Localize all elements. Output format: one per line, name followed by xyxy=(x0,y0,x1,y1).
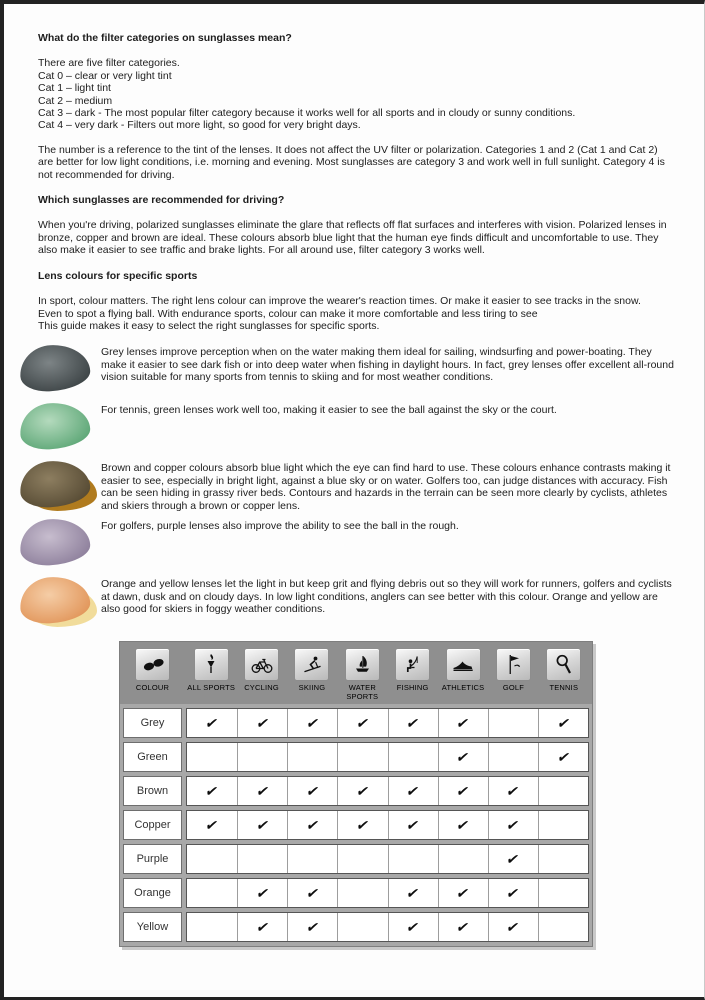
check-cell xyxy=(287,743,337,771)
checks-grid xyxy=(186,878,589,908)
check-cell xyxy=(187,811,237,839)
table-row-orange xyxy=(123,878,589,908)
check-cell xyxy=(438,709,488,737)
purple-lens-image xyxy=(18,518,101,571)
check-icon: ✔ xyxy=(455,749,472,766)
check-cell xyxy=(488,709,538,737)
check-cell xyxy=(187,879,237,907)
category-line-cat2: Cat 2 – medium xyxy=(38,94,113,107)
column-header-golf xyxy=(488,648,538,693)
column-header-cycling xyxy=(236,648,286,693)
column-header-fishing xyxy=(388,648,438,693)
table-row-green xyxy=(123,742,589,772)
check-icon: ✔ xyxy=(304,783,321,800)
check-icon: ✔ xyxy=(355,817,371,834)
check-cell xyxy=(187,777,237,805)
purple-lens-text: For golfers, purple lenses also improve the ability to see the ball in the rough. xyxy=(101,520,459,533)
orange-yellow-lens-row xyxy=(18,576,674,629)
check-icon: ✔ xyxy=(555,715,572,732)
column-header-label: CYCLING xyxy=(244,683,279,693)
check-icon: ✔ xyxy=(455,885,472,902)
check-cell xyxy=(287,879,337,907)
check-icon: ✔ xyxy=(355,715,371,732)
check-cell xyxy=(237,811,287,839)
column-header-label: ATHLETICS xyxy=(441,683,485,693)
table-row-grey xyxy=(123,708,589,738)
check-cell xyxy=(337,777,387,805)
check-cell xyxy=(337,913,387,941)
lens-front-shape xyxy=(19,402,91,452)
orange-yellow-lens-image xyxy=(18,576,101,629)
check-cell xyxy=(438,811,488,839)
sports-table-body xyxy=(120,704,592,946)
check-icon: ✔ xyxy=(405,715,421,732)
check-cell xyxy=(538,913,588,941)
brown-copper-lens-row xyxy=(18,460,674,513)
lens-sports-table xyxy=(119,641,593,947)
column-header-label: GOLF xyxy=(502,683,525,693)
check-icon: ✔ xyxy=(505,851,522,868)
column-header-label: ALL SPORTS xyxy=(187,683,236,693)
check-cell xyxy=(187,845,237,873)
check-cell xyxy=(538,811,588,839)
check-cell xyxy=(388,777,438,805)
column-header-label: SKIING xyxy=(298,683,326,693)
column-header-label: TENNIS xyxy=(549,683,579,693)
check-icon: ✔ xyxy=(304,919,321,936)
colour-label: Copper xyxy=(123,810,182,840)
check-cell xyxy=(187,913,237,941)
category-line-cat0: Cat 0 – clear or very light tint xyxy=(38,69,172,82)
bicycle-icon xyxy=(244,648,279,681)
skier-icon xyxy=(294,648,329,681)
check-cell xyxy=(187,743,237,771)
check-icon: ✔ xyxy=(455,715,472,732)
check-cell xyxy=(388,811,438,839)
filter-categories-heading: What do the filter categories on sunglasses mean? xyxy=(38,32,292,44)
check-cell xyxy=(337,879,387,907)
sports-intro-line-2: Even to spot a flying ball. With endurance sports, colour can make it more comfortable and less tiring to see xyxy=(38,307,538,320)
column-header-label: COLOUR xyxy=(135,683,170,693)
table-row-purple xyxy=(123,844,589,874)
check-icon: ✔ xyxy=(304,885,321,902)
filter-intro: There are five filter categories. xyxy=(38,57,180,70)
column-header-all-sports xyxy=(186,648,236,693)
check-icon: ✔ xyxy=(455,783,472,800)
check-cell xyxy=(287,811,337,839)
table-row-yellow xyxy=(123,912,589,942)
sports-intro-line-3: This guide makes it easy to select the right sunglasses for specific sports. xyxy=(38,319,380,332)
table-row-copper xyxy=(123,810,589,840)
check-cell xyxy=(287,777,337,805)
check-icon: ✔ xyxy=(254,885,271,902)
check-cell xyxy=(388,913,438,941)
checks-grid xyxy=(186,810,589,840)
check-cell xyxy=(488,913,538,941)
driving-heading: Which sunglasses are recommended for driving? xyxy=(38,194,285,207)
golf-flag-icon xyxy=(496,648,531,681)
check-cell xyxy=(538,709,588,737)
check-cell xyxy=(388,879,438,907)
tint-note-paragraph: The number is a reference to the tint of the lenses. It does not affect the UV filter or polarization. Categories 1 and 2 (Cat 1 and Cat 2) are better for low light conditions, i.e. morning and evening. Most sunglasses are category 3 and work well in full sunlight. Category 4 is not recommended for driving. xyxy=(38,143,665,181)
check-cell xyxy=(187,709,237,737)
check-icon: ✔ xyxy=(304,817,321,834)
check-icon: ✔ xyxy=(204,817,220,834)
check-cell xyxy=(237,913,287,941)
check-icon: ✔ xyxy=(204,783,220,800)
check-cell xyxy=(337,709,387,737)
check-cell xyxy=(337,811,387,839)
check-icon: ✔ xyxy=(455,817,472,834)
check-cell xyxy=(287,845,337,873)
check-cell xyxy=(237,879,287,907)
colour-label: Grey xyxy=(123,708,182,738)
check-cell xyxy=(237,743,287,771)
category-line-cat1: Cat 1 – light tint xyxy=(38,82,111,95)
checks-grid xyxy=(186,776,589,806)
tennis-racket-icon xyxy=(546,648,581,681)
colour-label: Orange xyxy=(123,878,182,908)
check-icon: ✔ xyxy=(405,885,421,902)
check-cell xyxy=(438,913,488,941)
check-cell xyxy=(538,879,588,907)
check-cell xyxy=(438,879,488,907)
column-header-label: WATER SPORTS xyxy=(346,683,379,701)
driving-paragraph: When you're driving, polarized sunglasses eliminate the glare that reflects off flat surfaces and interferes with vision. Polarized lenses in bronze, copper and brown are ideal. These colours absorb blue light that the human eye finds difficult and uncomfortable to use. They also make it easier to see traffic and brake lights. For all around use, filter category 3 works well. xyxy=(38,219,667,257)
check-icon: ✔ xyxy=(505,783,522,800)
check-icon: ✔ xyxy=(204,715,220,732)
check-cell xyxy=(488,879,538,907)
colour-label: Green xyxy=(123,742,182,772)
lens-front-shape xyxy=(19,518,91,568)
check-icon: ✔ xyxy=(405,783,421,800)
green-lens-text: For tennis, green lenses work well too, making it easier to see the ball against the sky or the court. xyxy=(101,404,557,417)
sports-intro-line-1: In sport, colour matters. The right lens colour can improve the wearer's reaction times. Or make it easier to see tracks in the snow. xyxy=(38,295,641,308)
check-cell xyxy=(538,743,588,771)
sunglasses-icon xyxy=(135,648,170,681)
green-lens-row xyxy=(18,402,674,455)
filter-categories-list xyxy=(38,57,674,131)
check-cell xyxy=(287,709,337,737)
category-line-cat3: Cat 3 – dark - The most popular filter category because it works well for all sports and in cloudy or sunny conditions. xyxy=(38,107,576,120)
check-icon: ✔ xyxy=(405,919,421,936)
check-cell xyxy=(438,743,488,771)
check-icon: ✔ xyxy=(505,817,522,834)
angler-icon xyxy=(395,648,430,681)
colour-label: Brown xyxy=(123,776,182,806)
column-header-label: FISHING xyxy=(396,683,429,693)
check-cell xyxy=(538,845,588,873)
check-cell xyxy=(538,777,588,805)
checks-grid xyxy=(186,742,589,772)
colour-label: Purple xyxy=(123,844,182,874)
check-cell xyxy=(388,845,438,873)
check-icon: ✔ xyxy=(555,749,572,766)
check-cell xyxy=(488,743,538,771)
table-row-brown xyxy=(123,776,589,806)
green-lens-image xyxy=(18,402,101,455)
check-icon: ✔ xyxy=(254,919,271,936)
check-cell xyxy=(488,811,538,839)
brown-copper-lens-text: Brown and copper colours absorb blue light which the eye can find hard to use. These colours enhance contrasts making it easier to see, especially in bright light, against a blue sky or on water. Golfers too, can judge distances with accuracy. Fish can be seen hiding in grassy river beds. Contours and hazards in the terrain can be seen more clearly by cyclists, athletes and skiers through a brown or copper lens. xyxy=(101,462,671,512)
check-icon: ✔ xyxy=(304,715,321,732)
check-cell xyxy=(237,777,287,805)
checks-grid xyxy=(186,912,589,942)
torch-icon xyxy=(194,648,229,681)
checks-grid xyxy=(186,844,589,874)
sports-heading: Lens colours for specific sports xyxy=(38,269,198,282)
column-header-colour xyxy=(123,648,182,693)
grey-lens-image xyxy=(18,344,101,397)
checks-grid xyxy=(186,708,589,738)
check-icon: ✔ xyxy=(355,783,371,800)
check-cell xyxy=(337,743,387,771)
lens-front-shape xyxy=(19,344,91,394)
check-icon: ✔ xyxy=(254,817,271,834)
column-header-water-sports xyxy=(337,648,387,701)
check-icon: ✔ xyxy=(505,885,522,902)
colour-label: Yellow xyxy=(123,912,182,942)
grey-lens-row xyxy=(18,344,674,397)
check-cell xyxy=(237,845,287,873)
brown-copper-lens-image xyxy=(18,460,101,513)
check-cell xyxy=(388,709,438,737)
sports-table-header xyxy=(120,642,592,704)
orange-yellow-lens-text: Orange and yellow lenses let the light in but keep grit and flying debris out so they will work for runners, golfers and cyclists at dawn, dusk and on cloudy days. In low light conditions, anglers can see better with this colour. Orange and yellow are also good for skiers in foggy weather conditions. xyxy=(101,578,672,616)
check-cell xyxy=(287,913,337,941)
purple-lens-row xyxy=(18,518,674,571)
check-cell xyxy=(488,777,538,805)
column-header-skiing xyxy=(287,648,337,693)
check-icon: ✔ xyxy=(455,919,472,936)
running-shoe-icon xyxy=(446,648,481,681)
sports-intro xyxy=(38,295,674,332)
check-cell xyxy=(388,743,438,771)
grey-lens-text: Grey lenses improve perception when on the water making them ideal for sailing, windsurfing and power-boating. They make it easier to see dark fish or into deep water when fishing in daylight hours. In fact, grey lenses offer excellent all-round vision suitable for many sports from tennis to skiing and for most weather conditions. xyxy=(101,346,674,384)
check-icon: ✔ xyxy=(405,817,421,834)
check-cell xyxy=(438,845,488,873)
sailboat-icon xyxy=(345,648,380,681)
check-cell xyxy=(438,777,488,805)
check-icon: ✔ xyxy=(254,715,271,732)
check-cell xyxy=(237,709,287,737)
check-icon: ✔ xyxy=(505,919,522,936)
document-content xyxy=(4,4,704,947)
column-header-tennis xyxy=(539,648,589,693)
check-cell xyxy=(337,845,387,873)
check-cell xyxy=(488,845,538,873)
column-header-athletics xyxy=(438,648,488,693)
check-icon: ✔ xyxy=(254,783,271,800)
category-line-cat4: Cat 4 – very dark - Filters out more light, so good for very bright days. xyxy=(38,119,361,132)
